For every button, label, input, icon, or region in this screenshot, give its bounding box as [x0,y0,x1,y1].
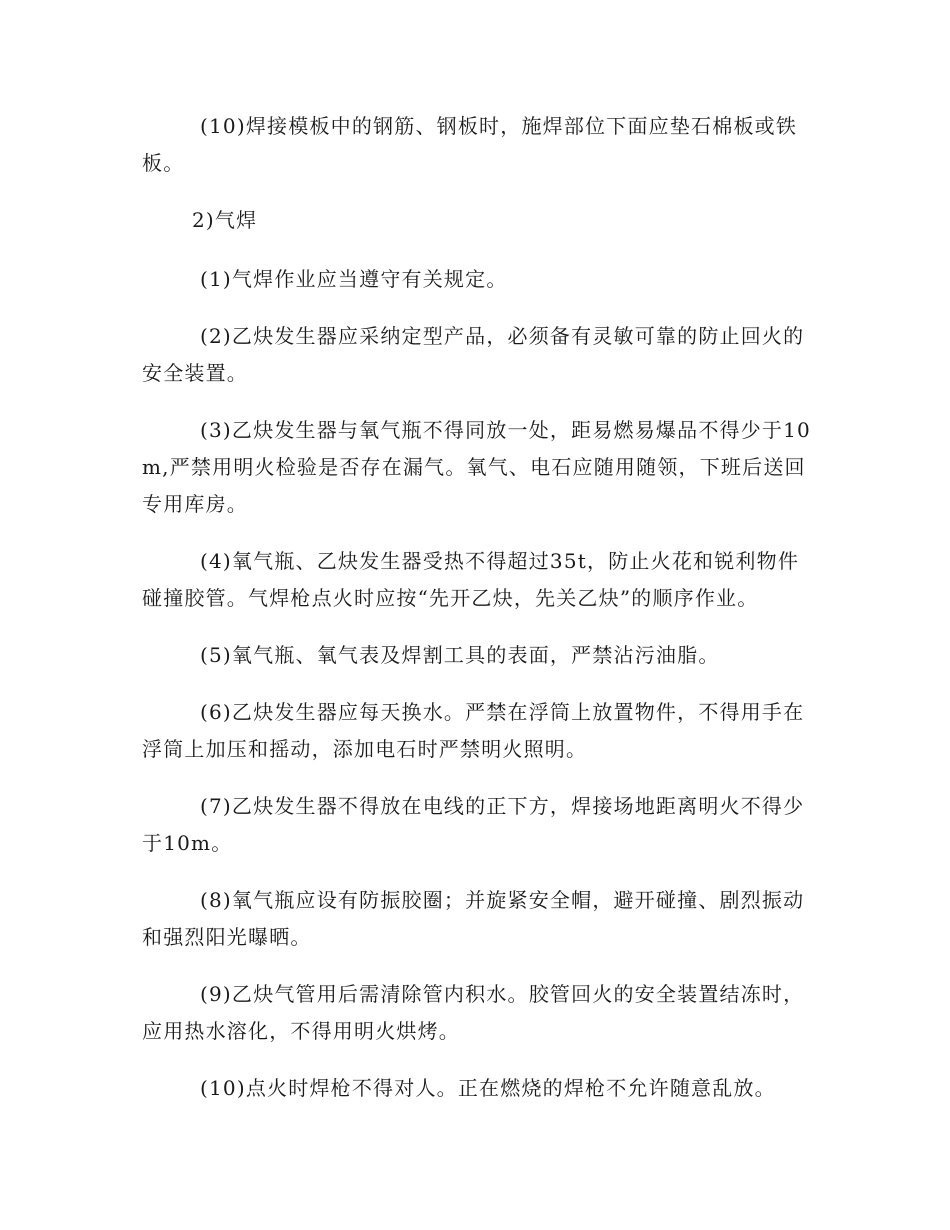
paragraph-gas-4: (4)氧气瓶、乙炔发生器受热不得超过35t，防止火花和锐利物件碰撞胶管。气焊枪点火时应按“先开乙炔，先关乙炔”的顺序作业。 [142,549,800,610]
paragraph-weld-formwork: (10)焊接模板中的钢筋、钢板时，施焊部位下面应垫石棉板或铁板。 [142,114,798,175]
paragraph-gas-9: (9)乙炔气管用后需清除管内积水。胶管回火的安全装置结冻时，应用热水溶化，不得用明火烘烤。 [142,982,805,1043]
document-body [142,108,812,1127]
paragraph-gas-5: (5)氧气瓶、氧气表及焊割工具的表面，严禁沾污油脂。 [200,643,720,667]
paragraph-gas-2: (2)乙炔发生器应采纳定型产品，必须备有灵敏可靠的防止回火的安全装置。 [142,324,805,385]
paragraph-gas-10: (10)点火时焊枪不得对人。正在燃烧的焊枪不允许随意乱放。 [200,1076,776,1100]
paragraph-gas-8: (8)氧气瓶应设有防振胶圈；并旋紧安全帽，避开碰撞、剧烈振动和强烈阳光曝晒。 [142,888,805,949]
section-heading-gas-welding: 2)气焊 [192,208,258,232]
paragraph-gas-7: (7)乙炔发生器不得放在电线的正下方，焊接场地距离明火不得少于10m。 [142,794,805,855]
paragraph-gas-3: (3)乙炔发生器与氧气瓶不得同放一处，距易燃易爆品不得少于10m,严禁用明火检验是否存在漏气。氧气、电石应随用随领，下班后送回专用库房。 [142,418,811,516]
paragraph-gas-1: (1)气焊作业应当遵守有关规定。 [200,267,508,291]
paragraph-gas-6: (6)乙炔发生器应每天换水。严禁在浮筒上放置物件，不得用手在浮筒上加压和摇动，添加电石时严禁明火照明。 [142,700,805,761]
